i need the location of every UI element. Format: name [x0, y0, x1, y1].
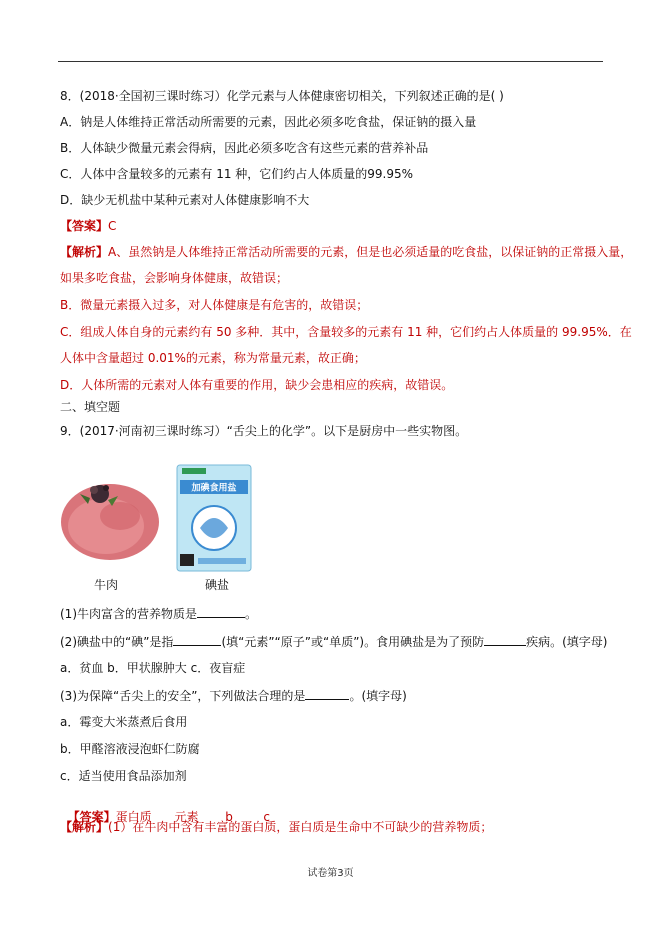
- salt-package-label: 加碘食用盐: [191, 483, 237, 494]
- q8-analysis-line-6: D．人体所需的元素对人体有重要的作用，缺少会患相应的疾病，故错误。: [60, 378, 454, 392]
- q8-analysis-text-1: A、虽然钠是人体维持正常活动所需要的元素，但是也必须适量的吃食盐，以保证钠的正常摄入量，: [108, 245, 633, 259]
- caption-beef: 牛肉: [94, 578, 119, 592]
- q9-part2-options: a．贫血 b．甲状腺肿大 c．夜盲症: [60, 661, 246, 675]
- q9-stem: 9．(2017·河南初三课时练习）“舌尖上的化学”。以下是厨房中一些实物图。: [60, 424, 468, 438]
- q9-part2-text-c: 疾病。(填字母): [526, 635, 608, 649]
- iodized-salt-image: [176, 464, 252, 572]
- q9-part2-text-b: (填“元素”“原子”或“单质”)。食用碘盐是为了预防: [221, 635, 485, 649]
- blank-4[interactable]: [305, 687, 349, 700]
- analysis-tag: 【解析】: [60, 820, 109, 834]
- blank-2[interactable]: [173, 633, 221, 646]
- q8-stem: 8．(2018·全国初三课时练习）化学元素与人体健康密切相关，下列叙述正确的是( ): [60, 89, 504, 103]
- section-heading: 二、填空题: [60, 400, 121, 414]
- q8-analysis-line-5: 人体中含量超过 0.01%的元素，称为常量元素，故正确；: [60, 351, 366, 365]
- q9-option-b: b．甲醛溶液浸泡虾仁防腐: [60, 742, 200, 756]
- q8-analysis-line-1: [60, 244, 632, 260]
- beef-image: [60, 472, 160, 564]
- q8-option-b: B．人体缺少微量元素会得病，因此必须多吃含有这些元素的营养补品: [60, 141, 429, 155]
- q9-part1-text: (1)牛肉富含的营养物质是: [60, 607, 197, 621]
- q9-part2: [60, 633, 607, 650]
- analysis-tag: 【解析】: [60, 245, 109, 259]
- q8-option-d: D．缺少无机盐中某种元素对人体健康影响不大: [60, 193, 310, 207]
- blank-1[interactable]: [197, 605, 245, 618]
- q8-answer: [60, 218, 116, 234]
- q9-part3-text: (3)为保障“舌尖上的安全”，下列做法合理的是: [60, 689, 306, 703]
- header-rule: [58, 61, 603, 62]
- q8-option-c: C．人体中含量较多的元素有 11 种，它们约占人体质量的99.95%: [60, 167, 414, 181]
- q8-option-a: A．钠是人体维持正常活动所需要的元素，因此必须多吃食盐，保证钠的摄入量: [60, 115, 477, 129]
- q9-analysis: [60, 819, 492, 835]
- q8-analysis-line-4: C．组成人体自身的元素约有 50 多种．其中，含量较多的元素有 11 种，它们约占人体质量的 99.95%．在: [60, 325, 632, 339]
- page-footer: 试卷第3页: [307, 868, 354, 879]
- caption-salt: 碘盐: [205, 578, 230, 592]
- q8-answer-value: C: [108, 219, 117, 233]
- answer-tag: 【答案】: [67, 810, 116, 824]
- q9-option-a: a．霉变大米蒸煮后食用: [60, 715, 188, 729]
- q8-analysis-line-3: B．微量元素摄入过多，对人体健康是有危害的，故错误；: [60, 298, 369, 312]
- q9-part3: [60, 687, 407, 704]
- q8-analysis-line-2: 如果多吃食盐，会影响身体健康，故错误；: [60, 271, 289, 285]
- q9-option-c: c．适当使用食品添加剂: [60, 769, 187, 783]
- q9-analysis-text: (1）在牛肉中含有丰富的蛋白质，蛋白质是生命中不可缺少的营养物质；: [108, 820, 493, 834]
- answer-tag: 【答案】: [60, 219, 109, 233]
- q9-part1-end: 。: [245, 607, 258, 621]
- q9-part1: [60, 605, 257, 622]
- blank-3[interactable]: [484, 633, 526, 646]
- q9-part3-end: 。(填字母): [349, 689, 407, 703]
- q9-answer-values: 蛋白质 元素 b c: [115, 810, 270, 824]
- q9-part2-text-a: (2)碘盐中的“碘”是指: [60, 635, 174, 649]
